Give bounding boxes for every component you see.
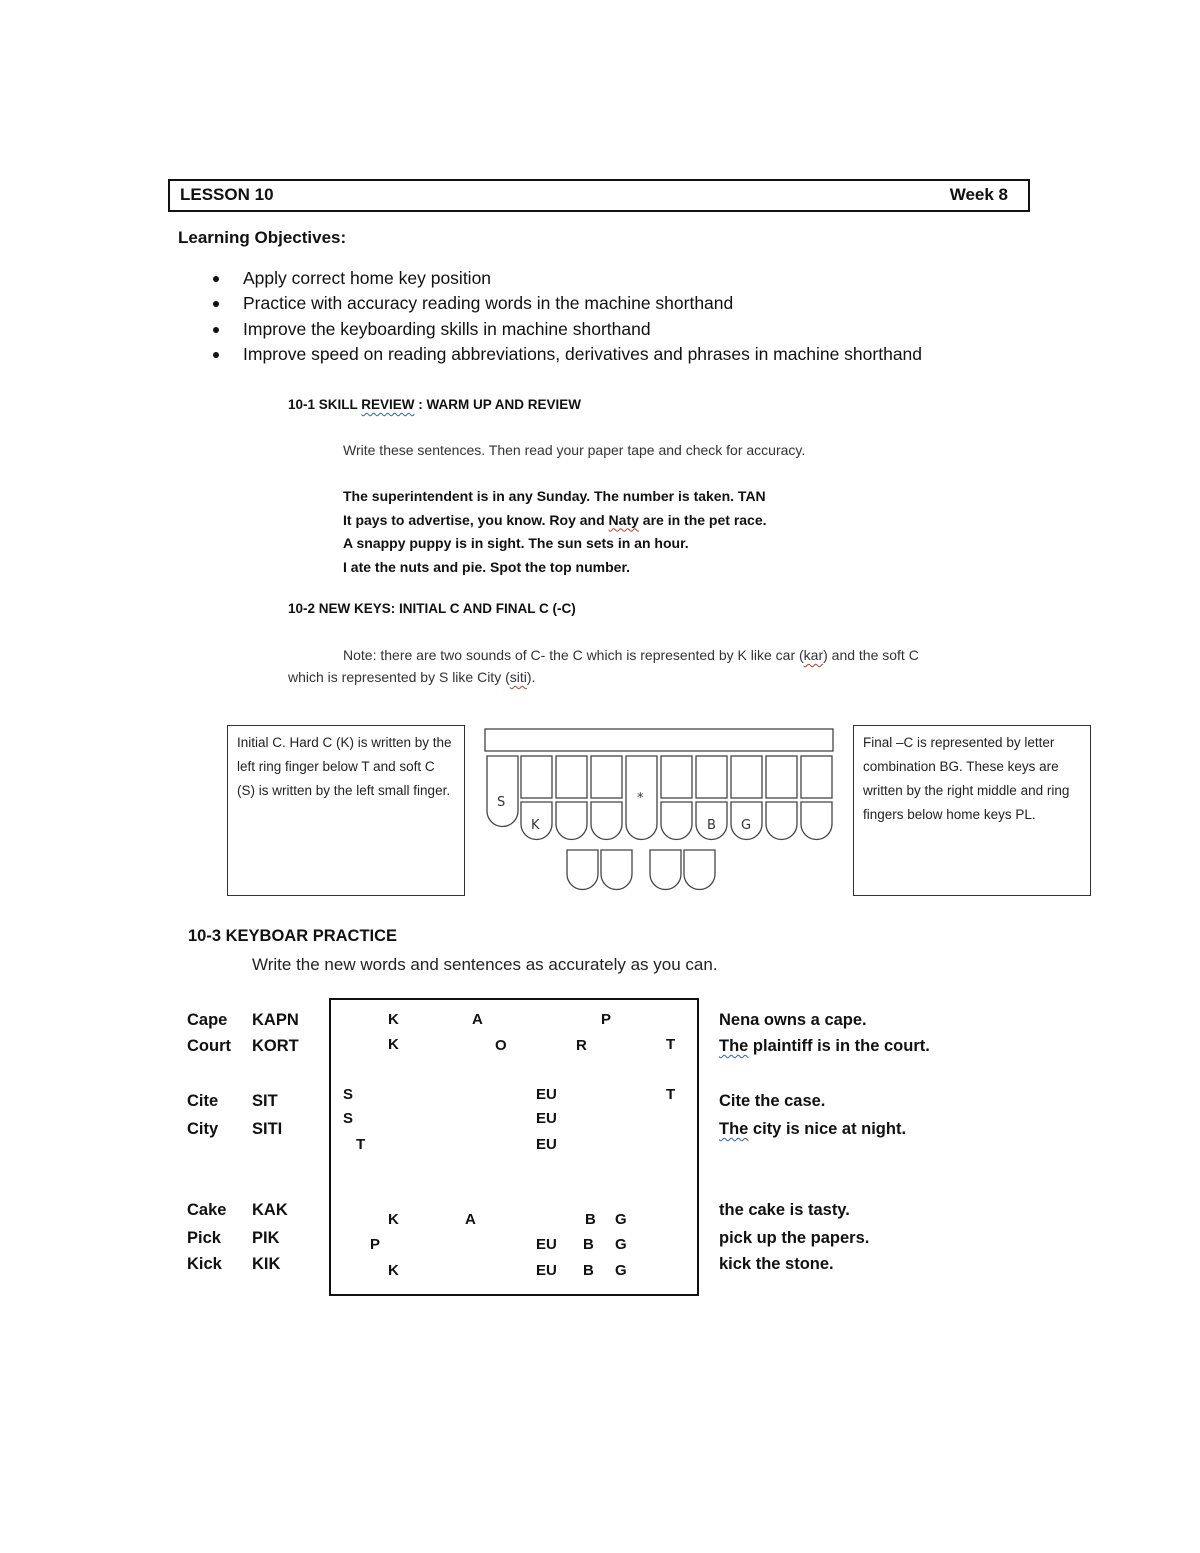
spell-flag: The — [719, 1037, 749, 1055]
warmup-sentences — [343, 485, 767, 579]
objective-item: Improve speed on reading abbreviations, derivatives and phrases in machine shorthand — [210, 342, 922, 367]
steno-keyboard-diagram — [483, 728, 837, 894]
grid-key: EU — [536, 1262, 557, 1279]
key-label-s: S — [497, 795, 506, 810]
practice-word: City — [187, 1120, 219, 1138]
practice-word: Cake — [187, 1201, 227, 1219]
key-s — [487, 756, 518, 827]
final-c-note-box: Final –C is represented by letter combination BG. These keys are written by the right middle and ring fingers below home keys PL. — [853, 725, 1091, 896]
number-bar — [485, 729, 833, 751]
practice-sentence: kick the stone. — [719, 1255, 834, 1273]
warmup-sentence: A snappy puppy is in sight. The sun sets in an hour. — [343, 535, 689, 551]
week-label: Week 8 — [949, 185, 1008, 204]
key-e — [650, 850, 681, 890]
key-r-right — [661, 802, 692, 840]
lesson-title: LESSON 10 — [180, 185, 274, 204]
section-1-heading: 10-1 SKILL REVIEW : WARM UP AND REVIEW — [288, 397, 582, 412]
section-3-subtitle: Write the new words and sentences as accurately as you can. — [252, 955, 718, 974]
practice-word: Court — [187, 1037, 231, 1055]
key-w — [556, 802, 587, 840]
grid-key: EU — [536, 1136, 557, 1153]
grid-key: G — [615, 1262, 627, 1279]
key-a — [567, 850, 598, 890]
grid-key: B — [583, 1236, 594, 1253]
grid-key: T — [666, 1086, 676, 1103]
spell-flag: kar — [803, 647, 824, 663]
practice-code: PIK — [252, 1229, 280, 1247]
initial-c-note-box: Initial C. Hard C (K) is written by the left ring finger below T and soft C (S) is written by the left small finger. — [227, 725, 465, 896]
practice-code: SIT — [252, 1092, 278, 1110]
practice-sentence: The plaintiff is in the court. — [719, 1037, 930, 1055]
section-2-note-line1: Note: there are two sounds of C- the C which is represented by K like car (kar) and the soft C — [343, 647, 919, 663]
practice-code: SITI — [252, 1120, 283, 1138]
grid-key: R — [576, 1037, 587, 1054]
grid-key: P — [601, 1011, 612, 1028]
practice-code: KAPN — [252, 1011, 299, 1029]
practice-sentence: the cake is tasty. — [719, 1201, 850, 1219]
practice-code: KIK — [252, 1255, 281, 1273]
objective-item: Apply correct home key position — [210, 266, 922, 291]
key-s-right — [766, 802, 797, 840]
key-l — [731, 756, 762, 798]
steno-key-grid — [329, 998, 699, 1296]
grid-key: G — [615, 1211, 627, 1228]
grid-key: K — [388, 1211, 399, 1228]
key-r — [591, 802, 622, 840]
grid-key: K — [388, 1036, 399, 1053]
practice-sentence: Cite the case. — [719, 1092, 826, 1110]
key-o — [601, 850, 632, 889]
practice-word: Cape — [187, 1011, 228, 1029]
grid-key: B — [583, 1262, 594, 1279]
grid-key: T — [666, 1036, 676, 1053]
lesson-header — [168, 179, 1030, 212]
key-label-star: * — [637, 791, 644, 806]
grid-key: EU — [536, 1110, 557, 1127]
objectives-title: Learning Objectives: — [178, 228, 347, 247]
key-t-right — [766, 756, 797, 798]
grid-key: O — [495, 1037, 507, 1054]
spell-flag: Naty — [608, 511, 639, 528]
key-t — [521, 756, 552, 798]
grid-key: P — [370, 1236, 381, 1253]
key-p — [556, 756, 587, 798]
grid-key: S — [343, 1086, 354, 1103]
key-d — [801, 756, 832, 798]
grid-key: A — [472, 1011, 483, 1028]
grid-key: K — [388, 1262, 399, 1279]
grid-key: EU — [536, 1236, 557, 1253]
key-p-right — [696, 756, 727, 798]
key-u — [684, 850, 715, 889]
grid-key: A — [465, 1211, 476, 1228]
grid-key: K — [388, 1011, 399, 1028]
warmup-sentence: It pays to advertise, you know. Roy and Naty are in the pet race. — [343, 511, 767, 528]
key-label-b: B — [707, 818, 716, 833]
warmup-sentence: The superintendent is in any Sunday. The number is taken. TAN — [343, 488, 766, 504]
objectives-list — [210, 266, 922, 367]
practice-word: Pick — [187, 1229, 221, 1247]
spell-flag: siti — [509, 669, 527, 685]
practice-sentence: The city is nice at night. — [719, 1120, 907, 1138]
warmup-sentence: I ate the nuts and pie. Spot the top number. — [343, 558, 631, 575]
objective-item: Improve the keyboarding skills in machine shorthand — [210, 317, 922, 342]
grid-key: EU — [536, 1086, 557, 1103]
key-h — [591, 756, 622, 798]
grid-key: G — [615, 1236, 627, 1253]
practice-word: Cite — [187, 1092, 219, 1110]
practice-code: KORT — [252, 1037, 299, 1055]
objective-item: Practice with accuracy reading words in the machine shorthand — [210, 291, 922, 316]
section-2-heading: 10-2 NEW KEYS: INITIAL C AND FINAL C (-C) — [288, 601, 576, 616]
grid-key: B — [585, 1211, 596, 1228]
practice-sentence: pick up the papers. — [719, 1229, 870, 1247]
section-3-heading: 10-3 KEYBOAR PRACTICE — [188, 927, 398, 945]
key-z — [801, 802, 832, 840]
grid-key: S — [343, 1110, 354, 1127]
practice-code: KAK — [252, 1201, 288, 1219]
grid-key: T — [356, 1136, 366, 1153]
spell-flag: The — [719, 1120, 749, 1138]
section-2-note-line2: which is represented by S like City (siti). — [288, 669, 536, 685]
practice-sentence: Nena owns a cape. — [719, 1011, 867, 1029]
key-f — [661, 756, 692, 798]
key-label-g: G — [741, 818, 752, 833]
spell-flag: REVIEW — [361, 397, 415, 412]
key-label-k: K — [531, 818, 540, 833]
practice-word: Kick — [187, 1255, 222, 1273]
section-1-instruction: Write these sentences. Then read your paper tape and check for accuracy. — [343, 442, 806, 458]
